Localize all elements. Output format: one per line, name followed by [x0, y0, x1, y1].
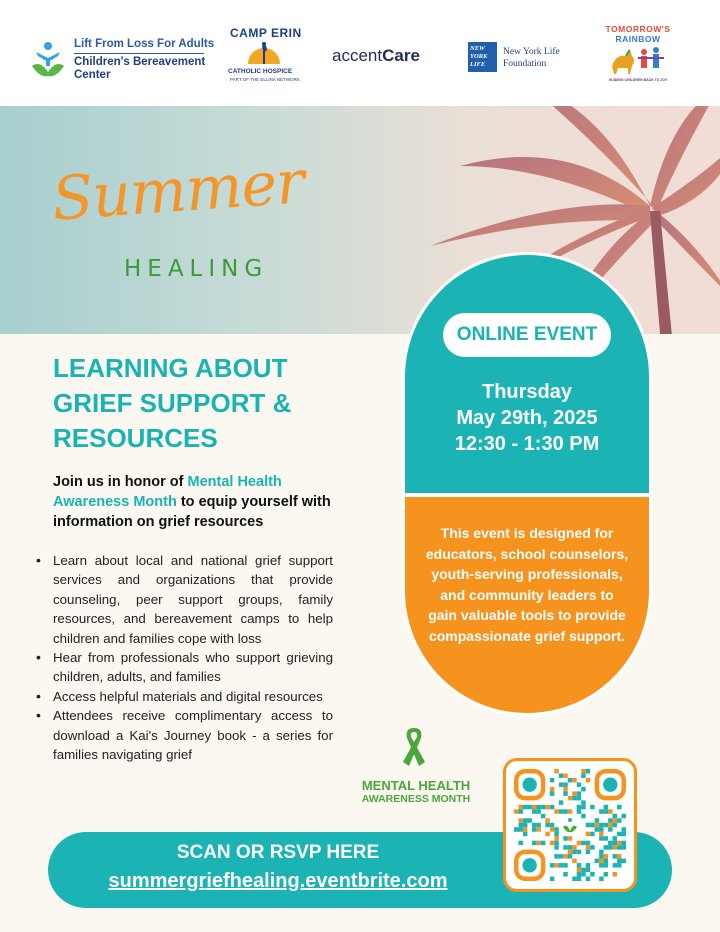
accentcare-part-1: accent [332, 46, 383, 65]
sponsor-logo-bar [0, 0, 720, 106]
rainbow-title-1: TOMORROW'S [605, 24, 671, 34]
list-item: • Access helpful materials and digital resources [53, 687, 333, 706]
online-event-badge: ONLINE EVENT [443, 313, 611, 357]
rainbow-tagline: GUIDING CHILDREN BACK TO JOY [608, 78, 668, 82]
event-day: Thursday [481, 381, 573, 403]
event-datetime [405, 379, 649, 457]
nyl-line-1: New York Life [503, 47, 560, 57]
horse-children-icon [608, 44, 668, 76]
lfl-divider [74, 53, 204, 54]
event-date: May 29th, 2025 [456, 407, 598, 429]
rainbow-title-2: RAINBOW [615, 34, 661, 44]
event-time: 12:30 - 1:30 PM [454, 433, 600, 455]
accentcare-logo [332, 46, 420, 66]
intro-text [53, 472, 353, 532]
mental-health-line-2: AWARENESS MONTH [361, 793, 471, 805]
intro-highlight: Mental Health Awareness Month [53, 474, 282, 510]
page-title: LEARNING ABOUT GRIEF SUPPORT & RESOURCES [53, 353, 292, 453]
event-details-pill [402, 252, 652, 716]
nyl-box-mark: NEW YORK LIFE [468, 42, 497, 72]
list-item: • Hear from professionals who support grieving children, adults, and families [53, 648, 333, 687]
event-description: This event is designed for educators, school counselors, youth-serving professionals, and community leaders to gain valuable tools to provide compassionate grief support. [425, 525, 629, 644]
camp-erin-sub-1: CATHOLIC HOSPICE [228, 68, 293, 75]
tomorrows-rainbow-logo [602, 24, 674, 86]
lfl-line-2: Children's Bereavement Center [74, 56, 206, 81]
benefit-list [53, 551, 333, 764]
camp-erin-title: CAMP ERIN [230, 26, 302, 40]
event-time-panel [405, 255, 649, 493]
healing-subtitle: HEALING [124, 256, 269, 282]
rsvp-label: SCAN OR RSVP HERE [176, 842, 380, 863]
qr-code-pattern [514, 769, 626, 881]
camp-erin-logo [226, 26, 304, 86]
lift-from-loss-logo [30, 36, 215, 82]
sunset-heron-icon [246, 40, 282, 64]
intro-after: to equip yourself with information on grief resources [53, 494, 331, 530]
lift-figure-icon [30, 40, 66, 78]
camp-erin-sub-2: PART OF THE ELLINA NETWORK [230, 77, 300, 82]
accentcare-part-2: Care [382, 46, 420, 65]
new-york-life-logo [468, 42, 580, 72]
lfl-line-1: Lift From Loss For Adults [74, 38, 215, 50]
list-item: • Learn about local and national grief support services and organizations that provide counseling, peer support groups, family resources, and bereavement camps to help children and families cope with loss [53, 551, 333, 648]
intro-before: Join us in honor of [53, 474, 188, 490]
mental-health-awareness-logo [344, 726, 488, 808]
mental-health-line-1: MENTAL HEALTH [361, 778, 471, 793]
rsvp-link[interactable]: summergriefhealing.eventbrite.com [108, 870, 448, 892]
rainbow-title [602, 24, 674, 44]
summer-script-title: Summer [49, 147, 306, 235]
qr-code[interactable] [503, 758, 637, 892]
green-ribbon-icon [401, 726, 427, 770]
list-item: • Attendees receive complimentary access to download a Kai's Journey book - a series for families navigating grief [53, 706, 333, 764]
nyl-line-2: Foundation [503, 59, 547, 69]
nyl-foundation-text [503, 46, 560, 70]
